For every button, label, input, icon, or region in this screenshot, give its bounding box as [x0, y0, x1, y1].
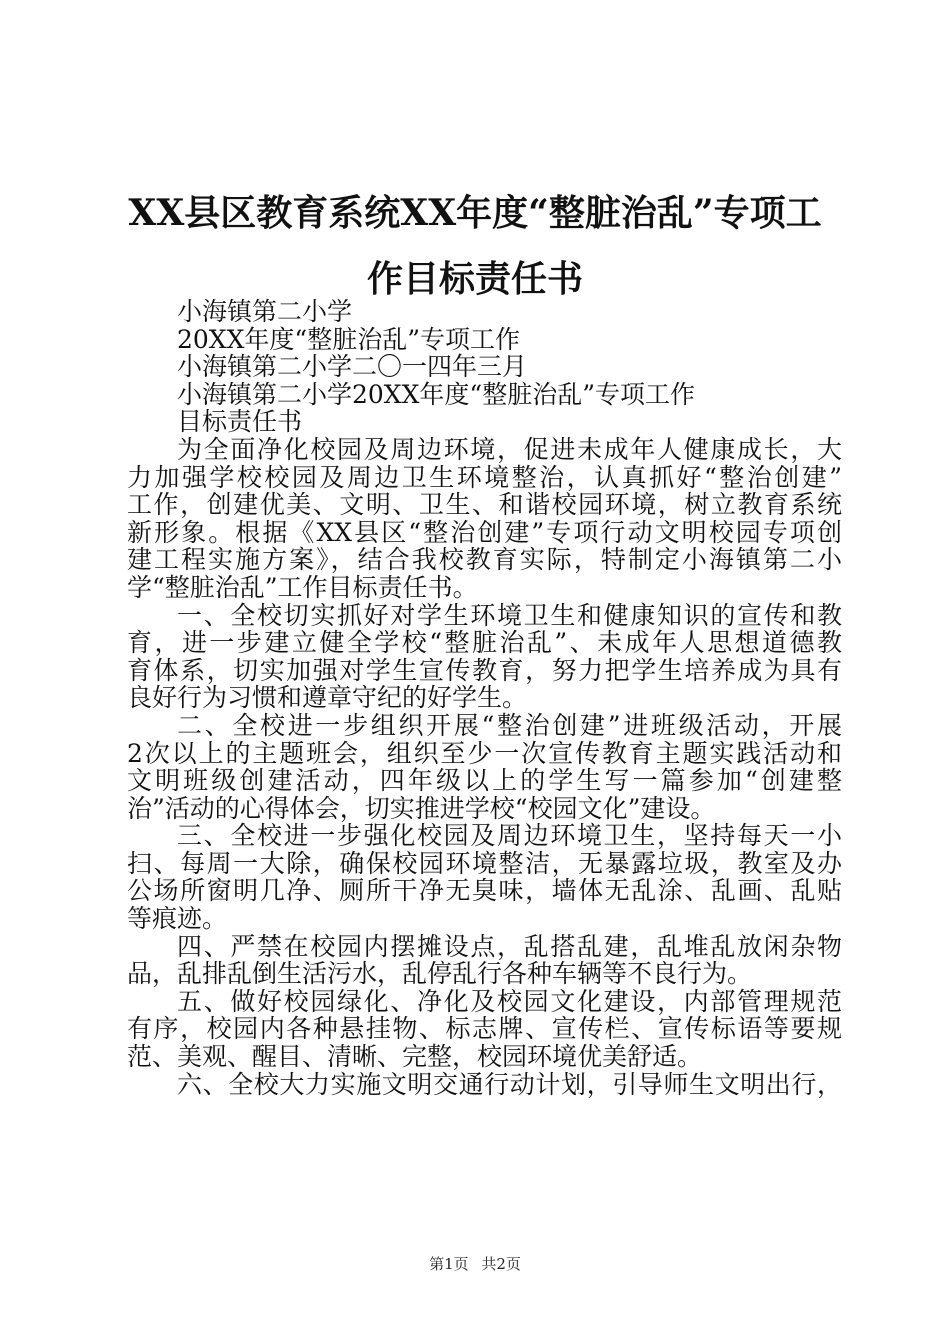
- page-footer: [0, 1253, 950, 1274]
- text-line: 小海镇第二小学二〇一四年三月: [177, 352, 528, 382]
- text-line: 文明班级创建活动，四年级以上的学生写一篇参加“创建整: [127, 766, 842, 796]
- text-line: 小海镇第二小学20XX年度“整脏治乱”专项工作: [177, 379, 695, 409]
- text-line: 学“整脏治乱”工作目标责任书。: [127, 572, 478, 602]
- text-line: 治”活动的心得体会，切实推进学校“校园文化”建设。: [127, 793, 716, 823]
- title-line: XX县区教育系统XX年度“整脏治乱”专项工: [128, 192, 822, 234]
- text-line: 育，进一步建立健全学校“整脏治乱”、未成年人思想道德教: [127, 628, 842, 658]
- text-line: 2次以上的主题班会，组织至少一次宣传教育主题实践活动和: [127, 738, 842, 768]
- text-line: 四、严禁在校园内摆摊设点，乱搭乱建，乱堆乱放闲杂物: [177, 931, 842, 961]
- text-line: 六、全校大力实施文明交通行动计划，引导师生文明出行，: [177, 1069, 842, 1099]
- text-line: 育体系，切实加强对学生宣传教育，努力把学生培养成为具有: [127, 655, 842, 685]
- text-line: 为全面净化校园及周边环境，促进未成年人健康成长，大: [177, 434, 842, 464]
- text-line: 范、美观、醒目、清晰、完整，校园环境优美舒适。: [127, 1042, 703, 1072]
- text-line: 力加强学校校园及周边卫生环境整治，认真抓好“整治创建”: [127, 462, 842, 492]
- text-line: 等痕迹。: [127, 904, 228, 934]
- text-line: 有序，校园内各种悬挂物、标志牌、宣传栏、宣传标语等要规: [127, 1014, 842, 1044]
- text-line: 工作，创建优美、文明、卫生、和谐校园环境，树立教育系统: [127, 490, 842, 520]
- text-line: 品，乱排乱倒生活污水，乱停乱行各种车辆等不良行为。: [127, 959, 753, 989]
- page-total: 共2页: [481, 1255, 521, 1273]
- text-line: 良好行为习惯和遵章守纪的好学生。: [127, 683, 528, 713]
- text-line: 扫、每周一大除，确保校园环境整洁，无暴露垃圾，教室及办: [127, 848, 842, 878]
- text-line: 公场所窗明几净、厕所干净无臭味，墙体无乱涂、乱画、乱贴: [127, 876, 842, 906]
- text-line: 20XX年度“整脏治乱”专项工作: [177, 324, 520, 354]
- text-line: 五、做好校园绿化、净化及校园文化建设，内部管理规范: [177, 986, 842, 1016]
- text-line: 新形象。根据《XX县区“整治创建”专项行动文明校园专项创: [127, 517, 842, 547]
- text-line: 二、全校进一步组织开展“整治创建”进班级活动，开展: [177, 710, 842, 740]
- text-line: 目标责任书: [177, 407, 303, 437]
- text-line: 建工程实施方案》，结合我校教育实际，特制定小海镇第二小: [127, 545, 842, 575]
- text-line: 三、全校进一步强化校园及周边环境卫生，坚持每天一小: [177, 821, 842, 851]
- title-line: 作目标责任书: [366, 258, 583, 300]
- document-title: [100, 180, 850, 312]
- text-line: 小海镇第二小学: [177, 297, 353, 326]
- page-number: 第1页: [429, 1255, 469, 1273]
- document-body: [127, 298, 842, 1098]
- text-line: 一、全校切实抓好对学生环境卫生和健康知识的宣传和教: [177, 600, 842, 630]
